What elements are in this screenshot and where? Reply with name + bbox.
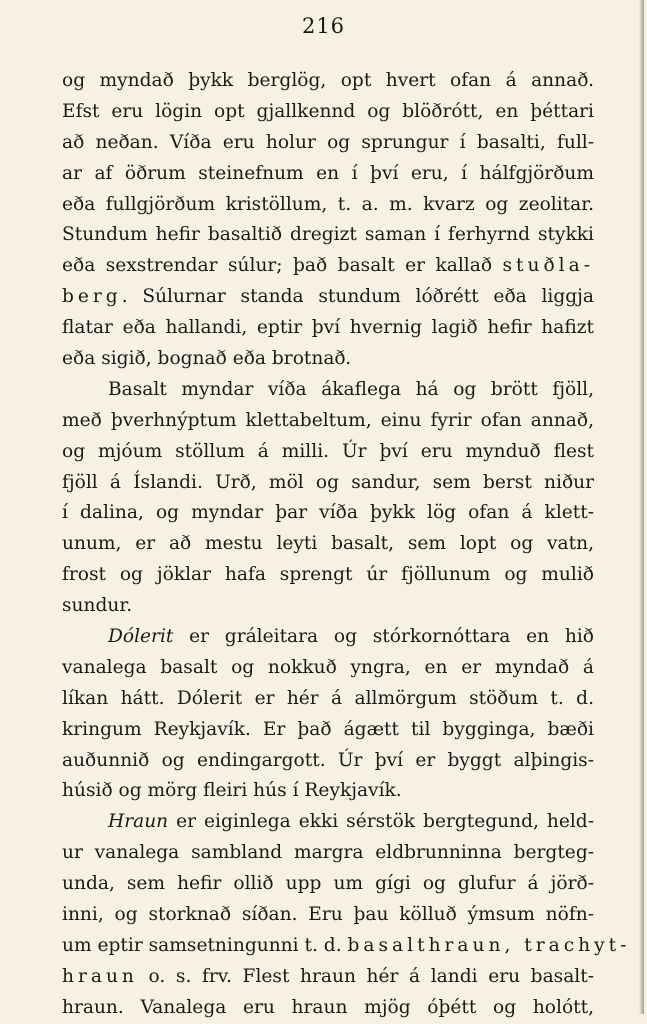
text-line xyxy=(62,746,594,777)
line-text: eða sigið, bognað eða brotnað. xyxy=(62,348,352,370)
text-line xyxy=(62,468,594,499)
page-number: 216 xyxy=(301,14,346,38)
line-text: . Súlurnar standa stundum lóðrétt eða liggja xyxy=(121,286,594,308)
text-line xyxy=(62,128,594,159)
text-line xyxy=(62,900,594,931)
text-line xyxy=(62,715,594,746)
line-text: líkan hátt. Dólerit er hér á allmörgum stöðum t. d. xyxy=(62,687,594,709)
line-text: er gráleitara og stórkornóttara en hið xyxy=(173,626,594,648)
italic-term: Hraun xyxy=(108,811,169,833)
spaced-term: hraun xyxy=(62,965,138,987)
text-line xyxy=(62,282,594,313)
line-text: og myndað þykk berglög, opt hvert ofan á annað. xyxy=(62,70,594,91)
line-text: í dalina, og myndar þar víða þykk lög ofan á klett- xyxy=(62,502,594,524)
line-text: eða sexstrendar súlur; það basalt er kallað xyxy=(62,255,503,277)
text-line xyxy=(62,684,594,715)
line-text: Basalt myndar víða ákaflega há og brött fjöll, xyxy=(108,378,594,400)
text-line xyxy=(62,313,594,344)
text-line xyxy=(62,190,594,221)
text-line xyxy=(62,838,594,869)
line-text: o. s. frv. Flest hraun hér á landi eru basalt- xyxy=(137,965,594,987)
text-line xyxy=(62,97,594,128)
text-line xyxy=(62,653,594,684)
line-text: flatar eða hallandi, eptir því hvernig lagið hefir hafizt xyxy=(62,317,594,339)
text-line xyxy=(62,437,594,468)
body-text xyxy=(62,66,631,1024)
line-text: sundur. xyxy=(62,595,133,617)
line-text: kringum Reykjavík. Er það ágætt til bygginga, bæði xyxy=(62,718,594,740)
line-text: eða fullgjörðum kristöllum, t. a. m. kvarz og zeolitar. xyxy=(62,193,594,215)
line-text: fjöll á Íslandi. Urð, möl og sandur, sem berst niður xyxy=(62,471,594,493)
line-text: með þverhnýptum klettabeltum, einu fyrir ofan annað, xyxy=(62,409,594,431)
text-line xyxy=(62,869,594,900)
line-text: unda, sem hefir ollið upp um gígi og glufur á jörð- xyxy=(62,873,594,895)
line-text: ar af öðrum steinefnum en í því eru, í hálfgjörðum xyxy=(62,162,594,184)
text-line xyxy=(62,776,594,807)
line-text: frost og jöklar hafa sprengt úr fjöllunum og mulið xyxy=(62,564,594,586)
text-line xyxy=(62,993,594,1024)
text-line xyxy=(62,251,594,282)
line-text: auðunnið og endingargott. Úr því er byggt alþingis- xyxy=(62,749,594,771)
text-line xyxy=(62,529,594,560)
text-line xyxy=(62,498,594,529)
spaced-term: stuðla- xyxy=(502,255,594,277)
italic-term: Dólerit xyxy=(108,626,174,648)
line-text: húsið og mörg fleiri hús í Reykjavík. xyxy=(62,780,402,802)
text-line xyxy=(62,807,594,838)
text-line xyxy=(62,622,594,653)
line-text: er eiginlega ekki sérstök bergtegund, held- xyxy=(168,811,594,833)
line-text: Stundum hefir basaltið dregizt saman í ferhyrnd stykki xyxy=(62,224,594,246)
line-text: ur vanalega sambland margra eldbrunninna bergteg- xyxy=(62,842,594,864)
text-line xyxy=(62,931,631,962)
text-line xyxy=(62,159,594,190)
text-line xyxy=(62,962,594,993)
line-text: vanalega basalt og nokkuð yngra, en er myndað á xyxy=(62,656,594,678)
text-line xyxy=(62,560,594,591)
line-text: hraun. Vanalega eru hraun mjög óþétt og holótt, xyxy=(62,996,594,1018)
text-line xyxy=(62,406,594,437)
line-text: um eptir samsetningunni t. d. xyxy=(62,934,348,956)
spaced-term: basalthraun, trachyt- xyxy=(347,934,631,956)
text-line xyxy=(62,375,594,406)
text-line xyxy=(62,591,594,622)
line-text: Efst eru lögin opt gjallkennd og blöðrótt, en þéttari xyxy=(62,100,594,122)
spaced-term: berg xyxy=(62,286,122,308)
text-line xyxy=(62,220,594,251)
line-text: unum, er að mestu leyti basalt, sem lopt og vatn, xyxy=(62,533,594,555)
page-edge-shadow xyxy=(639,0,644,1014)
line-text: að neðan. Víða eru holur og sprungur í basalti, full- xyxy=(62,131,594,153)
text-line xyxy=(62,344,594,375)
text-line xyxy=(62,66,594,97)
line-text: og mjóum stöllum á milli. Úr því eru mynduð flest xyxy=(62,440,594,462)
line-text: inni, og storknað síðan. Eru þau kölluð ýmsum nöfn- xyxy=(62,904,594,926)
